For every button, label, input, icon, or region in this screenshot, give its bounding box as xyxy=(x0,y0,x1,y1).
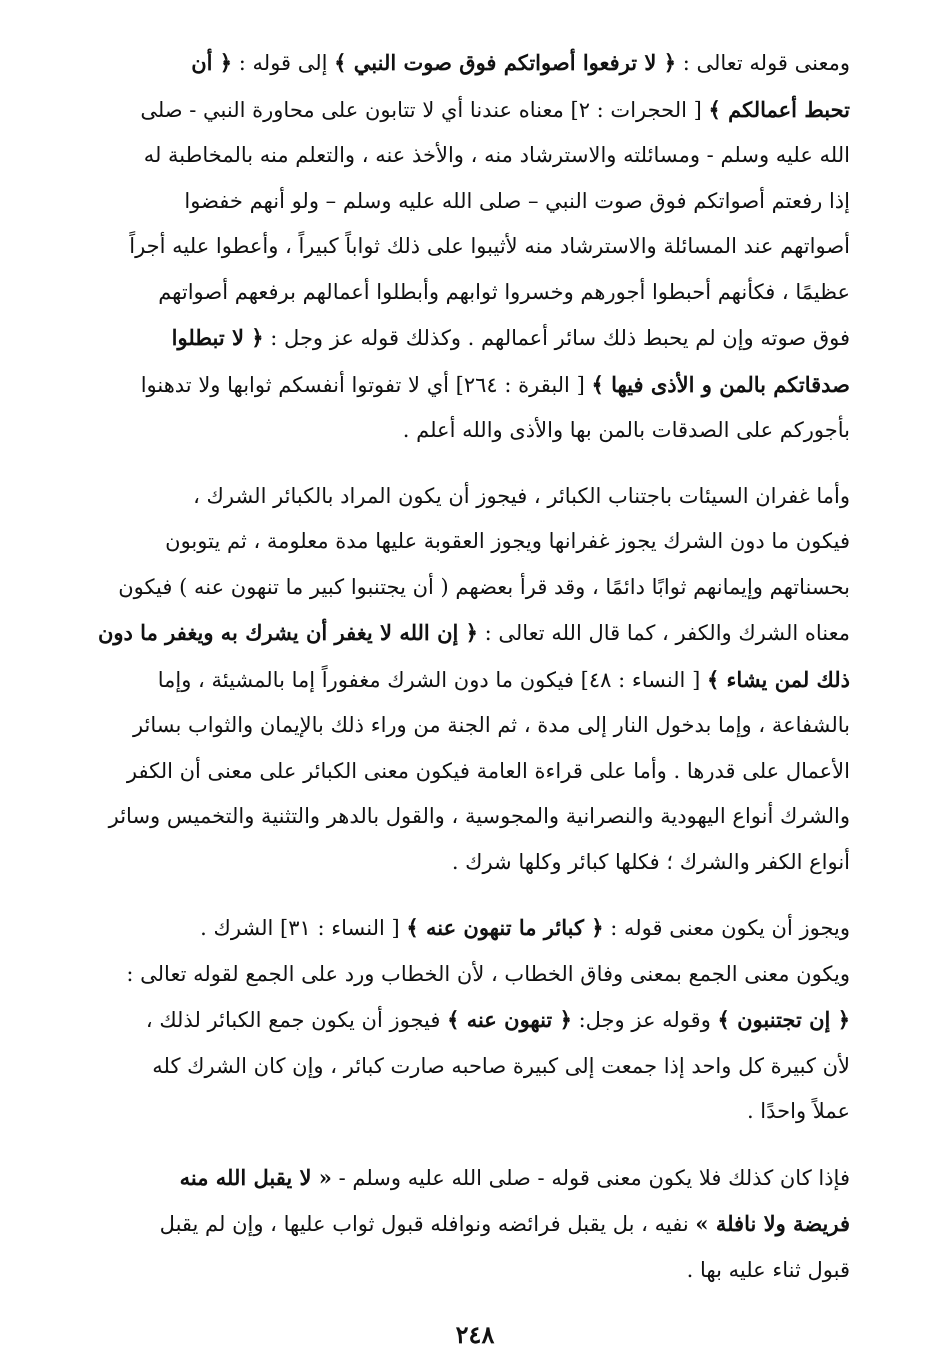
text-line xyxy=(90,1201,850,1248)
paragraph-4 xyxy=(90,1155,850,1294)
text-segment: بحسناتهم وإيمانهم ثوابًا دائمًا ، وقد قرأ بعضهم ( أن يجتنبوا كبير ما تنهون عنه ) فيكون xyxy=(118,574,850,599)
text-segment: لأن كبيرة كل واحد إذا جمعت إلى كبيرة صاحبه صارت كبائر ، وإن كان الشرك كله xyxy=(152,1053,850,1078)
text-segment: نفيه ، بل يقبل فرائضه ونوافله قبول ثواب عليها ، وإن لم يقبل xyxy=(159,1212,696,1236)
text-segment: وقوله عز وجل: xyxy=(571,1008,718,1032)
quoted-verse: ﴿ إن تجتنبون ﴾ xyxy=(717,1007,850,1032)
text-line xyxy=(90,408,850,454)
text-segment: والشرك أنواع اليهودية والنصرانية والمجوسية ، والقول بالدهر والتثنية والتخميس وسائر xyxy=(108,804,850,828)
text-segment: [ البقرة : ٢٦٤] أي لا تفوتوا أنفسكم ثوابها ولا تدهنوا xyxy=(140,372,592,397)
text-line xyxy=(90,749,850,795)
text-line xyxy=(90,997,850,1044)
text-segment: [ الحجرات : ٢] معناه عندنا أي لا تتابون على محاورة النبي - صلى xyxy=(140,97,709,122)
text-segment: بالشفاعة ، وإما بدخول النار إلى مدة ، ثم الجنة من وراء ذلك بالإيمان والثواب بسائر xyxy=(132,713,850,737)
text-line xyxy=(90,519,850,565)
quoted-verse: تحبط أعمالكم ﴾ xyxy=(708,96,850,122)
text-line xyxy=(90,87,850,134)
page-number: ٢٤٨ xyxy=(455,1320,495,1349)
quoted-verse: فريضة ولا نافلة » xyxy=(695,1211,850,1236)
text-segment: عملاً واحدًا . xyxy=(746,1099,850,1123)
text-line xyxy=(90,794,850,840)
text-line xyxy=(90,905,850,952)
quoted-verse: ﴿ لا تبطلوا xyxy=(171,325,264,350)
text-line xyxy=(90,840,850,886)
text-line xyxy=(90,315,850,362)
text-line xyxy=(90,952,850,998)
text-segment: وأما غفران السيئات باجتناب الكبائر ، فيجوز أن يكون المراد بالكبائر الشرك ، xyxy=(193,483,850,508)
text-line xyxy=(90,362,850,409)
text-line xyxy=(90,1089,850,1135)
text-line xyxy=(90,1155,850,1202)
text-line xyxy=(90,657,850,704)
text-segment: فيجوز أن يكون جمع الكبائر لذلك ، xyxy=(145,1008,448,1032)
text-segment: [ النساء : ٤٨] فيكون ما دون الشرك مغفوراً إما بالمشيئة ، وإما xyxy=(157,667,707,692)
paragraph-2 xyxy=(90,474,850,886)
text-segment: أنواع الكفر والشرك ؛ فكلها كبائر وكلها شرك . xyxy=(451,849,850,874)
text-segment: بأجوركم على الصدقات بالمن بها والأذى والله أعلم . xyxy=(402,418,850,442)
text-segment: عظيمًا ، فكأنهم أحبطوا أجورهم وخسروا ثوابهم وأبطلوا أعمالهم برفعهم أصواتهم xyxy=(158,279,850,304)
text-segment: إذا رفعتم أصواتكم فوق صوت النبي – صلى الله عليه وسلم – ولو أنهم خفضوا xyxy=(184,188,850,213)
quoted-verse: « لا يقبل الله منه xyxy=(179,1164,332,1190)
text-segment: إلى قوله : xyxy=(232,51,335,75)
text-line xyxy=(90,474,850,520)
text-segment: فإذا كان كذلك فلا يكون معنى قوله - صلى الله عليه وسلم - xyxy=(331,1165,850,1190)
quoted-verse: صدقاتكم بالمن و الأذى فيها ﴾ xyxy=(591,371,850,397)
text-line xyxy=(90,179,850,225)
quoted-verse: ﴿ لا ترفعوا أصواتكم فوق صوت النبي ﴾ xyxy=(334,50,677,75)
text-segment: فوق صوته وإن لم يحبط ذلك سائر أعمالهم . وكذلك قوله عز وجل : xyxy=(263,326,850,350)
text-line xyxy=(90,565,850,611)
text-line xyxy=(90,703,850,749)
text-segment: [ النساء : ٣١] الشرك . xyxy=(200,916,407,940)
quoted-verse: ﴿ أن xyxy=(191,50,233,75)
text-segment: معناه الشرك والكفر ، كما قال الله تعالى : xyxy=(477,621,850,645)
book-page xyxy=(90,40,850,1340)
text-line xyxy=(90,224,850,270)
text-line xyxy=(90,1044,850,1090)
quoted-verse: ذلك لمن يشاء ﴾ xyxy=(706,666,850,692)
paragraph-1 xyxy=(90,40,850,454)
quoted-verse: ﴿ كبائر ما تنهون عنه ﴾ xyxy=(406,915,604,940)
text-segment: فيكون ما دون الشرك يجوز غفرانها ويجوز العقوبة عليها مدة معلومة ، ثم يتوبون xyxy=(165,529,850,553)
quoted-verse: ﴿ إن الله لا يغفر أن يشرك به ويغفر ما دون xyxy=(97,620,478,645)
text-segment: ويكون معنى الجمع بمعنى وفاق الخطاب ، لأن الخطاب ورد على الجمع لقوله تعالى : xyxy=(126,961,850,986)
body-text xyxy=(90,40,850,1293)
text-segment: الأعمال على قدرها . وأما على قراءة العامة فيكون معنى الكبائر على معنى أن الكفر xyxy=(126,758,850,783)
text-line xyxy=(90,40,850,87)
quoted-verse: ﴿ تنهون عنه ﴾ xyxy=(447,1007,572,1032)
text-segment: الله عليه وسلم - ومسائلته والاسترشاد منه ، والأخذ عنه ، والتعلم منه بالمخاطبة له xyxy=(143,143,850,167)
text-line xyxy=(90,270,850,316)
text-segment: أصواتهم عند المسائلة والاسترشاد منه لأثيبوا على ذلك ثواباً كبيراً ، وأعطوا عليه أجراً xyxy=(129,234,850,258)
text-segment: قبول ثناء عليه بها . xyxy=(686,1257,850,1282)
text-line xyxy=(90,1248,850,1294)
text-line xyxy=(90,610,850,657)
paragraph-3 xyxy=(90,905,850,1135)
text-segment: ويجوز أن يكون معنى قوله : xyxy=(603,916,850,940)
text-segment: ومعنى قوله تعالى : xyxy=(676,51,850,75)
text-line xyxy=(90,133,850,179)
